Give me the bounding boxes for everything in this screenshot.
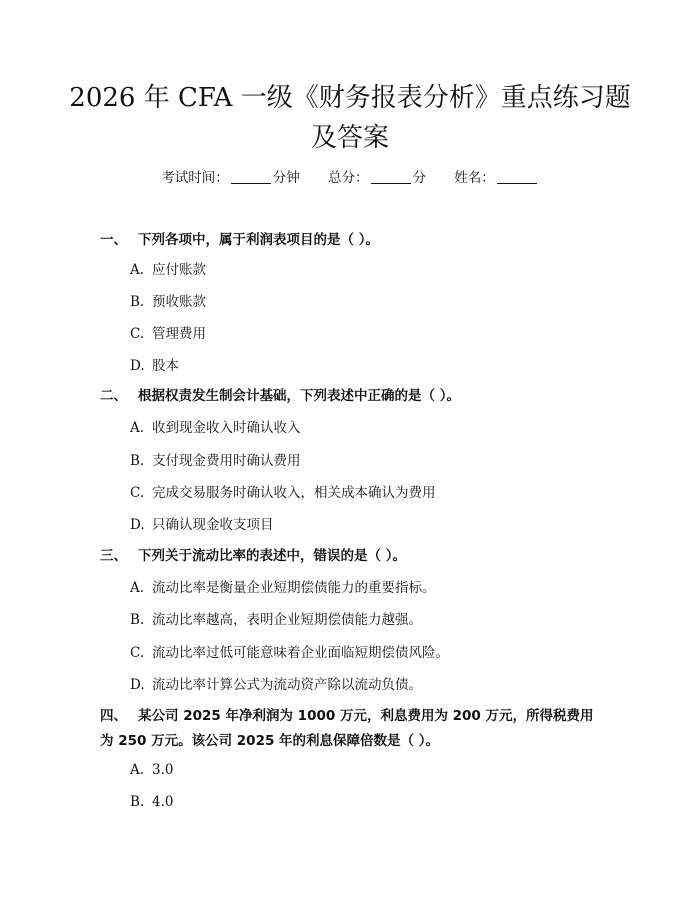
question-1-option-a[interactable] bbox=[130, 260, 600, 280]
question-2-option-b[interactable] bbox=[130, 451, 600, 471]
option-letter: B. bbox=[130, 612, 145, 628]
total-score-blank[interactable] bbox=[371, 169, 411, 184]
total-score-label: 总分： bbox=[328, 170, 369, 186]
question-3-option-c[interactable] bbox=[130, 643, 600, 663]
option-letter: B. bbox=[130, 294, 145, 310]
question-4-option-a[interactable] bbox=[130, 760, 600, 780]
question-text: 下列关于流动比率的表述中，错误的是（ ）。 bbox=[138, 548, 406, 564]
option-letter: D. bbox=[130, 358, 145, 374]
option-text: 应付账款 bbox=[152, 262, 206, 278]
question-1-option-c[interactable] bbox=[130, 324, 600, 344]
name-label: 姓名： bbox=[454, 170, 495, 186]
question-number: 四、 bbox=[100, 708, 127, 724]
question-number: 三、 bbox=[100, 548, 127, 564]
question-4-option-b[interactable] bbox=[130, 792, 600, 812]
question-4-stem bbox=[100, 704, 600, 754]
question-number: 二、 bbox=[100, 388, 127, 404]
question-text: 下列各项中，属于利润表项目的是（ ）。 bbox=[138, 232, 379, 248]
total-score-field bbox=[328, 168, 426, 188]
exam-time-label: 考试时间： bbox=[161, 170, 229, 186]
option-letter: C. bbox=[130, 645, 145, 661]
option-text: 收到现金收入时确认收入 bbox=[152, 420, 301, 436]
option-text: 完成交易服务时确认收入，相关成本确认为费用 bbox=[152, 485, 436, 501]
option-text: 流动比率是衡量企业短期偿债能力的重要指标。 bbox=[152, 580, 436, 596]
question-1-stem bbox=[100, 228, 600, 253]
question-2-option-a[interactable] bbox=[130, 418, 600, 438]
question-2-option-d[interactable] bbox=[130, 515, 600, 535]
option-letter: C. bbox=[130, 485, 145, 501]
option-letter: A. bbox=[130, 762, 145, 778]
question-2-stem bbox=[100, 384, 600, 409]
question-2-option-c[interactable] bbox=[130, 483, 600, 503]
total-score-unit: 分 bbox=[412, 170, 426, 186]
option-text: 流动比率计算公式为流动资产除以流动负债。 bbox=[152, 677, 422, 693]
option-letter: B. bbox=[130, 453, 145, 469]
exam-time-unit: 分钟 bbox=[272, 170, 300, 186]
option-text: 3.0 bbox=[152, 762, 174, 778]
question-3-option-d[interactable] bbox=[130, 675, 600, 695]
exam-meta bbox=[0, 168, 700, 188]
question-3-option-a[interactable] bbox=[130, 578, 600, 598]
option-text: 4.0 bbox=[152, 794, 174, 810]
option-text: 只确认现金收支项目 bbox=[152, 517, 274, 533]
option-text: 预收账款 bbox=[152, 294, 206, 310]
option-text: 股本 bbox=[152, 358, 179, 374]
option-letter: A. bbox=[130, 420, 145, 436]
page-title: 2026 年 CFA 一级《财务报表分析》重点练习题及答案 bbox=[69, 83, 631, 153]
name-field bbox=[454, 168, 539, 188]
exam-time-field bbox=[161, 168, 300, 188]
question-text: 根据权责发生制会计基础，下列表述中正确的是（ ）。 bbox=[138, 388, 460, 404]
option-letter: D. bbox=[130, 517, 145, 533]
option-letter: A. bbox=[130, 580, 145, 596]
question-1-option-d[interactable] bbox=[130, 356, 600, 376]
option-letter: C. bbox=[130, 326, 145, 342]
option-text: 支付现金费用时确认费用 bbox=[152, 453, 301, 469]
option-letter: D. bbox=[130, 677, 145, 693]
question-3-stem bbox=[100, 544, 600, 569]
option-text: 流动比率越高，表明企业短期偿债能力越强。 bbox=[152, 612, 422, 628]
option-text: 流动比率过低可能意味着企业面临短期偿债风险。 bbox=[152, 645, 449, 661]
question-text: 某公司 2025 年净利润为 1000 万元，利息费用为 200 万元，所得税费用为 250 万元。该公司 2025 年的利息保障倍数是（ ）。 bbox=[100, 708, 594, 749]
name-blank[interactable] bbox=[497, 169, 537, 184]
option-text: 管理费用 bbox=[152, 326, 206, 342]
option-letter: B. bbox=[130, 794, 145, 810]
exam-time-blank[interactable] bbox=[231, 169, 271, 184]
question-3-option-b[interactable] bbox=[130, 610, 600, 630]
option-letter: A. bbox=[130, 262, 145, 278]
question-number: 一、 bbox=[100, 232, 127, 248]
question-1-option-b[interactable] bbox=[130, 292, 600, 312]
